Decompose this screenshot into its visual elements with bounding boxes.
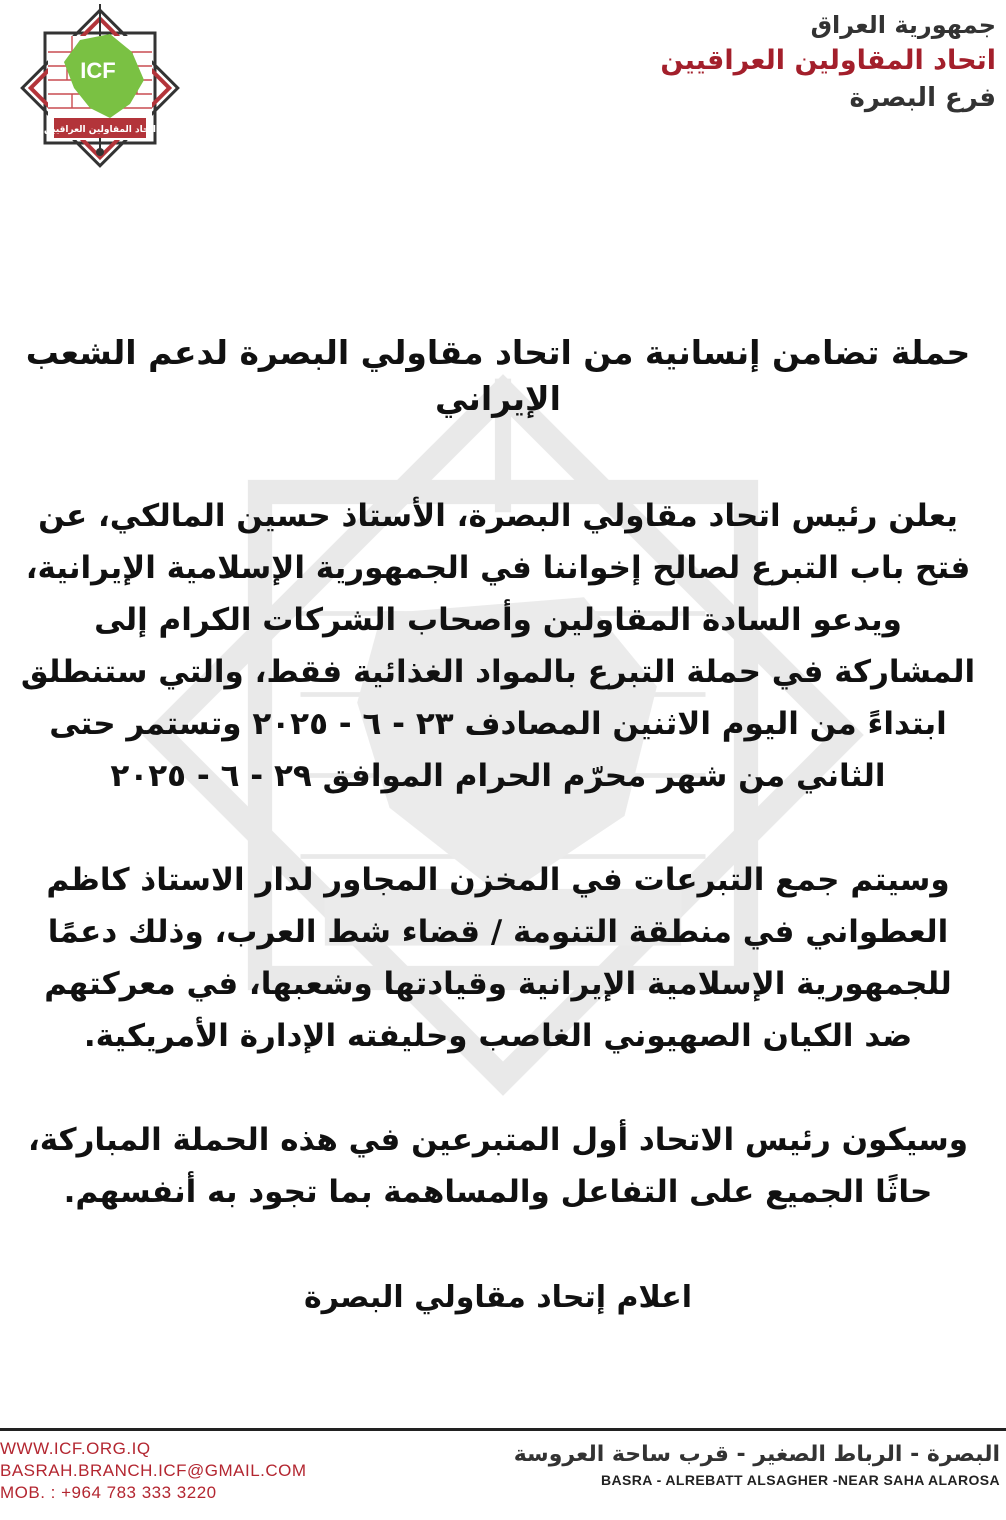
logo-name: اتحاد المقاولين العراقيين [44, 125, 156, 135]
footer-address [514, 1440, 1000, 1490]
paragraph-announcement: يعلن رئيس اتحاد مقاولي البصرة، الأستاذ حسين المالكي، عن فتح باب التبرع لصالح إخواننا في الجمهورية الإسلامية الإيرانية، ويدعو السادة المقاولين وأصحاب الشركات الكرام إلى المشاركة في حملة التبرع بالمواد الغذائية فقط، والتي ستنطلق ابتداءً من اليوم الاثنين المصادف ٢٣ - ٦ - ٢٠٢٥ وتستمر حتى الثاني من شهر محرّم الحرام الموافق ٢٩ - ٦ - ٢٠٢٥ [20, 498, 976, 794]
mobile-number: MOB. : +964 783 333 3220 [0, 1483, 217, 1502]
website-link[interactable]: WWW.ICF.ORG.IQ [0, 1439, 151, 1458]
paragraph-president: وسيكون رئيس الاتحاد أول المتبرعين في هذه الحملة المباركة، حاثًا الجميع على التفاعل والمساهمة بما تجود به أنفسهم. [27, 1122, 969, 1210]
address-english: BASRA - ALREBATT ALSAGHER -NEAR SAHA ALAROSA [601, 1472, 1000, 1488]
icf-logo [2, 0, 198, 176]
document-title: حملة تضامن إنسانية من اتحاد مقاولي البصرة لدعم الشعب الإيراني [25, 333, 971, 418]
paragraph-collection: وسيتم جمع التبرعات في المخزن المجاور لدار الاستاذ كاظم العطواني في منطقة التنومة / قضاء شط العرب، وذلك دعمًا للجمهورية الإسلامية الإيرانية وقيادتها وشعبها، في معركتهم ضد الكيان الصهيوني الغاصب وحليفته الإدارة الأمريكية. [44, 862, 952, 1054]
logo-abbr: ICF [80, 58, 116, 83]
organization-name: اتحاد المقاولين العراقيين [660, 45, 996, 76]
footer-contacts [0, 1438, 307, 1504]
letter-body [20, 330, 976, 1352]
email-link[interactable]: BASRAH.BRANCH.ICF@GMAIL.COM [0, 1461, 307, 1480]
address-arabic: البصرة - الرباط الصغير - قرب ساحة العروسة [513, 1442, 1000, 1467]
country-name: جمهورية العراق [810, 11, 996, 39]
footer-divider [0, 1428, 1006, 1431]
signature: اعلام إتحاد مقاولي البصرة [303, 1280, 693, 1315]
branch-name: فرع البصرة [849, 83, 996, 113]
letterhead [656, 8, 996, 116]
